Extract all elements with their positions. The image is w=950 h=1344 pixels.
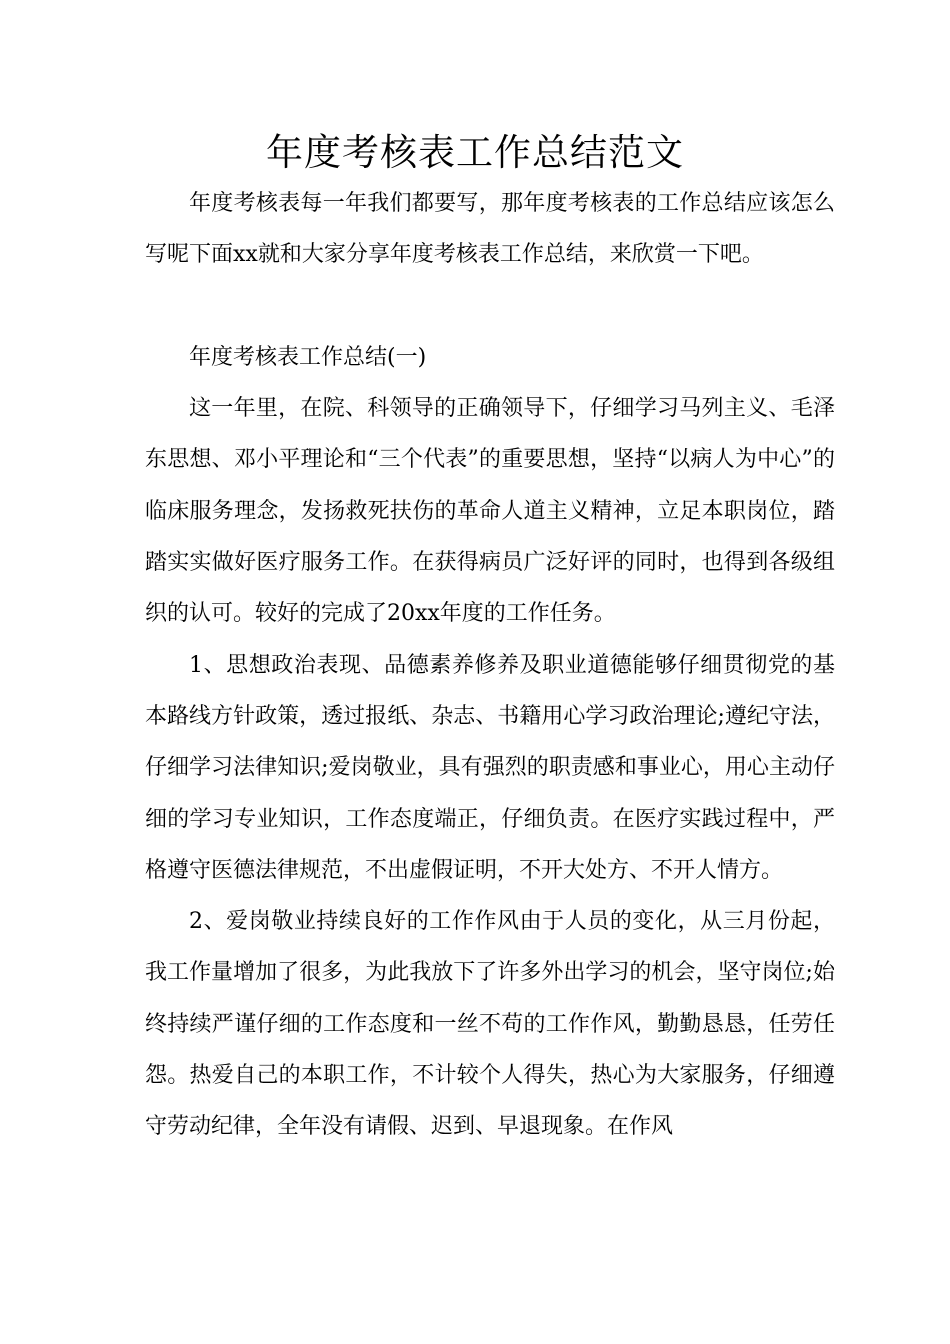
- section-heading: 年度考核表工作总结(一): [189, 344, 427, 370]
- document-title: 年度考核表工作总结范文: [266, 131, 684, 174]
- paragraph-gap: [145, 281, 835, 332]
- intro-paragraph: 年度考核表每一年我们都要写，那年度考核表的工作总结应该怎么写呢下面xx就和大家分享年度考核表工作总结，来欣赏一下吧。: [145, 191, 835, 268]
- body-paragraph: 1、思想政治表现、品德素养修养及职业道德能够仔细贯彻党的基本路线方针政策，透过报纸、杂志、书籍用心学习政治理论;遵纪守法，仔细学习法律知识;爱岗敬业，具有强烈的职责感和事业心，用心主动仔细的学习专业知识，工作态度端正，仔细负责。在医疗实践过程中，严格遵守医德法律规范，不出虚假证明，不开大处方、不开人情方。: [145, 652, 835, 883]
- document-body: [145, 178, 835, 1153]
- body-paragraph: 2、爱岗敬业持续良好的工作作风由于人员的变化，从三月份起，我工作量增加了很多，为此我放下了许多外出学习的机会，坚守岗位;始终持续严谨仔细的工作态度和一丝不苟的工作作风，勤勤恳恳，任劳任怨。热爱自己的本职工作，不计较个人得失，热心为大家服务，仔细遵守劳动纪律，全年没有请假、迟到、早退现象。在作风: [145, 909, 835, 1140]
- body-paragraph: 这一年里，在院、科领导的正确领导下，仔细学习马列主义、毛泽东思想、邓小平理论和“三个代表”的重要思想，坚持“以病人为中心”的临床服务理念，发扬救死扶伤的革命人道主义精神，立足本职岗位，踏踏实实做好医疗服务工作。在获得病员广泛好评的同时，也得到各级组织的认可。较好的完成了20xx年度的工作任务。: [145, 396, 835, 627]
